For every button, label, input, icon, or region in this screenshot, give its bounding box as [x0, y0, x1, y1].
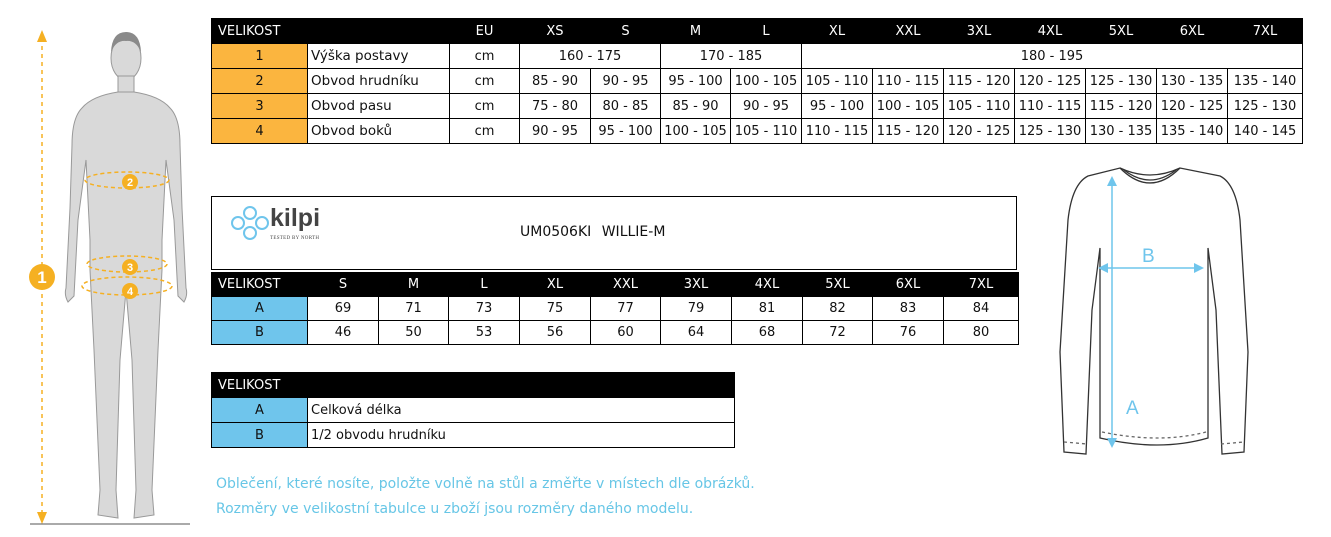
product-size-table — [211, 272, 1019, 345]
marker-3-label: 3 — [126, 262, 134, 274]
legend-header — [212, 373, 735, 398]
row-label: 1/2 obvodu hrudníku — [308, 423, 735, 448]
table-row — [212, 321, 1019, 345]
measure-a-label: A — [1126, 398, 1139, 419]
table-cell: 83 — [873, 297, 944, 321]
row-label: Obvod boků — [308, 119, 450, 144]
header-size-3xl: 3XL — [944, 19, 1015, 44]
table-cell: 105 - 110 — [944, 94, 1015, 119]
measure-b-right-arrow — [1194, 263, 1204, 273]
brand-tagline: TESTED BY NORTH — [270, 236, 320, 241]
header-size-xl: XL — [520, 273, 591, 297]
note-line-2: Rozměry ve velikostní tabulce u zboží jsou rozměry daného modelu. — [216, 501, 694, 517]
table-cell: 180 - 195 — [802, 44, 1303, 69]
table-cell: 100 - 105 — [731, 69, 802, 94]
table-cell: 125 - 130 — [1228, 94, 1303, 119]
table-cell: 105 - 110 — [731, 119, 802, 144]
row-key: A — [212, 398, 308, 423]
table-cell: 85 - 90 — [520, 69, 591, 94]
table-cell: 170 - 185 — [661, 44, 802, 69]
table-cell: 115 - 120 — [944, 69, 1015, 94]
brand-name: kilpi — [270, 204, 321, 232]
table-cell: 85 - 90 — [661, 94, 731, 119]
header-size-s: S — [308, 273, 379, 297]
header-size-7xl: 7XL — [944, 273, 1019, 297]
table-cell: 110 - 115 — [802, 119, 873, 144]
figure-torso — [65, 92, 186, 518]
header-size-4xl: 4XL — [732, 273, 803, 297]
table-cell: 125 - 130 — [1015, 119, 1086, 144]
product-name — [520, 224, 665, 240]
table-cell: 135 - 140 — [1157, 119, 1228, 144]
table-cell: 80 - 85 — [591, 94, 661, 119]
measure-a-top-arrow — [1107, 176, 1117, 186]
table-cell: 79 — [661, 297, 732, 321]
table-row — [212, 398, 735, 423]
table-row — [212, 297, 1019, 321]
table-cell: 46 — [308, 321, 379, 345]
table-cell: 95 - 100 — [591, 119, 661, 144]
measure-a-bottom-arrow — [1107, 438, 1117, 448]
table-cell: 120 - 125 — [1015, 69, 1086, 94]
table-cell: 81 — [732, 297, 803, 321]
height-arrow-bottom — [37, 512, 47, 524]
row-label: Celková délka — [308, 398, 735, 423]
table-row — [212, 44, 1303, 69]
row-label: Výška postavy — [308, 44, 450, 69]
row-unit: cm — [450, 69, 520, 94]
table-cell: 100 - 105 — [873, 94, 944, 119]
row-label: Obvod hrudníku — [308, 69, 450, 94]
table-cell: 60 — [591, 321, 661, 345]
row-unit: cm — [450, 94, 520, 119]
table-cell: 120 - 125 — [944, 119, 1015, 144]
table-cell: 110 - 115 — [873, 69, 944, 94]
table-cell: 76 — [873, 321, 944, 345]
header-size-4xl: 4XL — [1015, 19, 1086, 44]
table-cell: 95 - 100 — [802, 94, 873, 119]
marker-4-label: 4 — [126, 286, 134, 298]
table-cell: 68 — [732, 321, 803, 345]
header-size-s: S — [591, 19, 661, 44]
height-arrow-top — [37, 30, 47, 42]
table-cell: 80 — [944, 321, 1019, 345]
table-cell: 56 — [520, 321, 591, 345]
body-size-table — [211, 18, 1303, 144]
row-key: A — [212, 297, 308, 321]
table-cell: 115 - 120 — [1086, 94, 1157, 119]
measure-b-label: B — [1142, 246, 1155, 267]
table-cell: 140 - 145 — [1228, 119, 1303, 144]
table-cell: 72 — [803, 321, 873, 345]
header-size-xxl: XXL — [873, 19, 944, 44]
marker-2-label: 2 — [126, 177, 134, 189]
table-cell: 90 - 95 — [591, 69, 661, 94]
table-cell: 71 — [379, 297, 449, 321]
shirt-outline — [1060, 168, 1248, 454]
row-number: 3 — [212, 94, 308, 119]
table-cell: 73 — [449, 297, 520, 321]
header-eu: EU — [450, 19, 520, 44]
row-unit: cm — [450, 119, 520, 144]
table-cell: 95 - 100 — [661, 69, 731, 94]
marker-1-label: 1 — [37, 268, 47, 287]
header-velikost: VELIKOST — [212, 19, 308, 44]
table-cell: 130 - 135 — [1157, 69, 1228, 94]
table-cell: 69 — [308, 297, 379, 321]
table-cell: 100 - 105 — [661, 119, 731, 144]
body-figure — [0, 20, 200, 530]
legend-table — [211, 372, 735, 448]
table-cell: 105 - 110 — [802, 69, 873, 94]
table-cell: 90 - 95 — [520, 119, 591, 144]
table-row — [212, 94, 1303, 119]
header-velikost: VELIKOST — [212, 373, 735, 398]
header-size-6xl: 6XL — [1157, 19, 1228, 44]
table-cell: 77 — [591, 297, 661, 321]
body-table-header — [212, 19, 1303, 44]
row-number: 4 — [212, 119, 308, 144]
header-size-6xl: 6XL — [873, 273, 944, 297]
row-number: 1 — [212, 44, 308, 69]
table-cell: 110 - 115 — [1015, 94, 1086, 119]
table-cell: 84 — [944, 297, 1019, 321]
row-key: B — [212, 423, 308, 448]
table-cell: 90 - 95 — [731, 94, 802, 119]
header-size-l: L — [731, 19, 802, 44]
table-cell: 82 — [803, 297, 873, 321]
header-size-5xl: 5XL — [1086, 19, 1157, 44]
table-cell: 115 - 120 — [873, 119, 944, 144]
header-size-xs: XS — [520, 19, 591, 44]
shirt-diagram — [1050, 160, 1300, 465]
header-size-5xl: 5XL — [803, 273, 873, 297]
table-cell: 75 — [520, 297, 591, 321]
header-size-m: M — [379, 273, 449, 297]
header-size-xl: XL — [802, 19, 873, 44]
table-cell: 130 - 135 — [1086, 119, 1157, 144]
row-label: Obvod pasu — [308, 94, 450, 119]
row-key: B — [212, 321, 308, 345]
row-number: 2 — [212, 69, 308, 94]
table-row — [212, 423, 735, 448]
header-blank — [308, 19, 450, 44]
sleeve-cuff-left — [1064, 442, 1087, 444]
table-cell: 125 - 130 — [1086, 69, 1157, 94]
table-cell: 75 - 80 — [520, 94, 591, 119]
sleeve-cuff-right — [1221, 442, 1244, 444]
table-row — [212, 69, 1303, 94]
shirt-hem-stitch — [1102, 432, 1206, 438]
table-cell: 120 - 125 — [1157, 94, 1228, 119]
header-size-7xl: 7XL — [1228, 19, 1303, 44]
header-size-xxl: XXL — [591, 273, 661, 297]
kilpi-logo-icon — [230, 203, 270, 243]
product-model: WILLIE-M — [601, 224, 666, 240]
header-velikost: VELIKOST — [212, 273, 308, 297]
table-row — [212, 119, 1303, 144]
table-cell: 135 - 140 — [1228, 69, 1303, 94]
figure-neck — [118, 76, 134, 94]
header-size-l: L — [449, 273, 520, 297]
table-cell: 160 - 175 — [520, 44, 661, 69]
header-size-m: M — [661, 19, 731, 44]
product-code: UM0506KI — [520, 224, 592, 240]
table-cell: 64 — [661, 321, 732, 345]
note-line-1: Oblečení, které nosíte, položte volně na stůl a změřte v místech dle obrázků. — [216, 476, 755, 492]
header-size-3xl: 3XL — [661, 273, 732, 297]
product-table-header — [212, 273, 1019, 297]
row-unit: cm — [450, 44, 520, 69]
table-cell: 50 — [379, 321, 449, 345]
table-cell: 53 — [449, 321, 520, 345]
